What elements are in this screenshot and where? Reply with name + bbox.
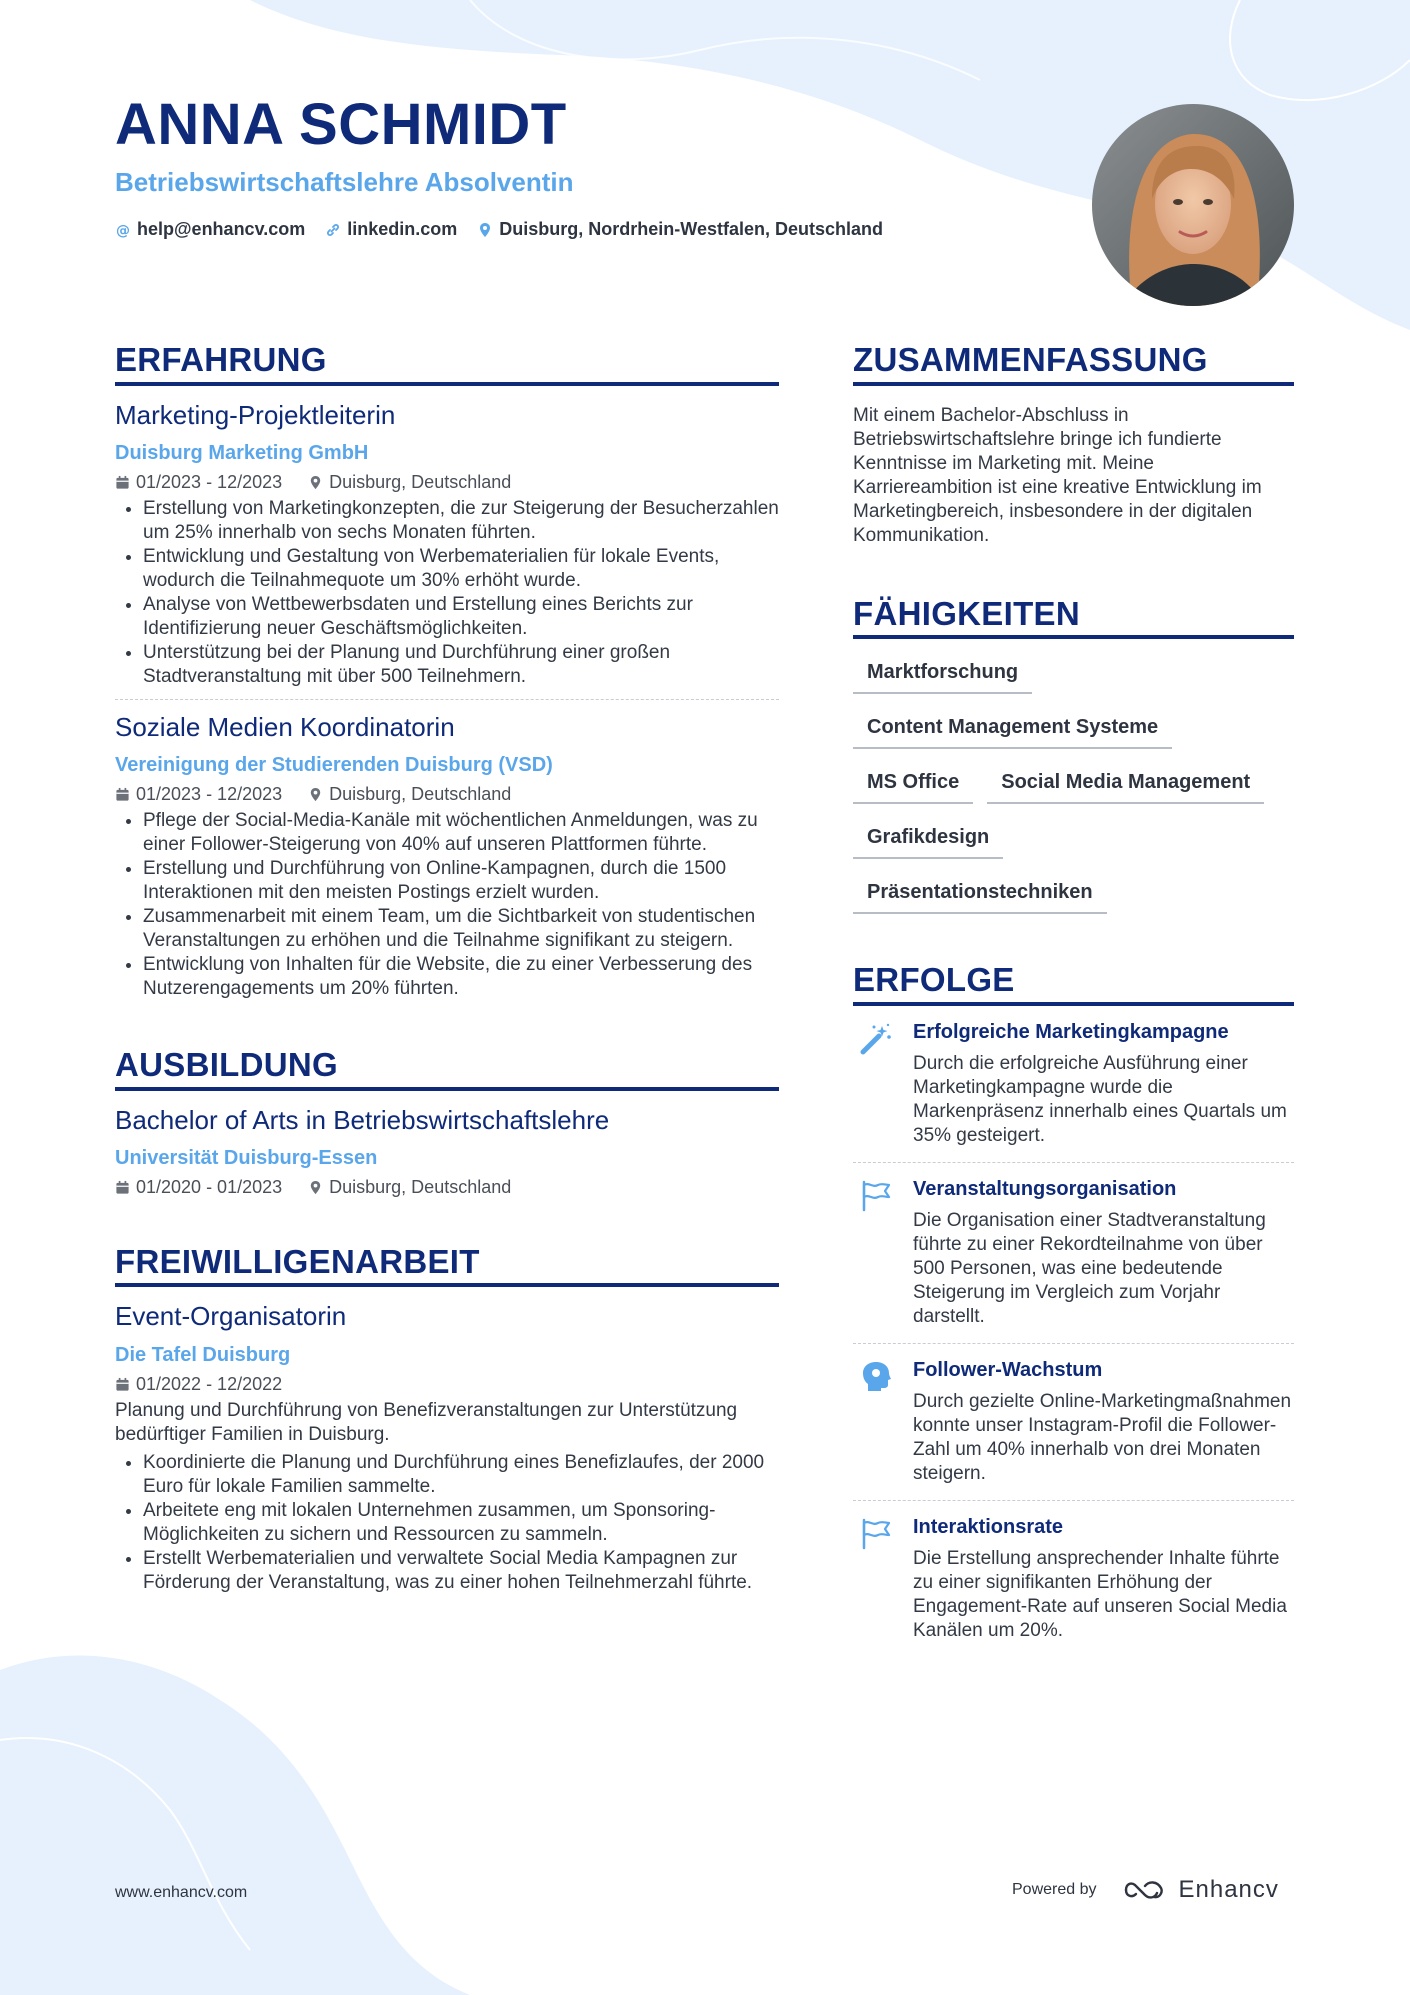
- job-title: Soziale Medien Koordinatorin: [115, 711, 455, 742]
- education-meta: [115, 1177, 779, 1198]
- bullet-item: • Entwicklung von Inhalten für die Website, die zu einer Verbesserung des Nutzerengagements um 20% führten.: [143, 953, 779, 1001]
- location-pin-icon: [308, 787, 323, 802]
- job-bullets: [115, 809, 779, 1001]
- contact-bar: [115, 219, 883, 240]
- contact-linkedin[interactable]: [325, 219, 457, 240]
- education-heading: AUSBILDUNG: [115, 1045, 779, 1091]
- brand-name: Enhancv: [1178, 1876, 1279, 1903]
- calendar-icon: [115, 1180, 130, 1195]
- svg-text:@: @: [116, 222, 130, 238]
- achievement-desc: Die Erstellung ansprechender Inhalte führte zu einer signifikanten Erhöhung der Engagement-Rate auf unseren Social Media Kanälen um 20%.: [913, 1547, 1287, 1641]
- job-location: Duisburg, Deutschland: [329, 783, 512, 804]
- experience-entry: [115, 386, 779, 700]
- at-icon: [115, 222, 131, 238]
- skill-tag: Content Management Systeme: [853, 712, 1172, 749]
- skill-tag: Marktforschung: [853, 657, 1032, 694]
- location-text: Duisburg, Nordrhein-Westfalen, Deutschland: [499, 219, 884, 239]
- profile-photo: [1092, 104, 1294, 306]
- education-dates: 01/2020 - 01/2023: [136, 1176, 283, 1197]
- calendar-icon: [115, 1377, 130, 1392]
- bullet-item: • Erstellung und Durchführung von Online-Kampagnen, durch die 1500 Interaktionen mit den meisten Postings erzielt wurden.: [143, 857, 779, 905]
- skill-tag: Grafikdesign: [853, 822, 1003, 859]
- powered-by-text: Powered by: [1012, 1881, 1097, 1898]
- location-pin-icon: [308, 1180, 323, 1195]
- skills-heading: FÄHIGKEITEN: [853, 594, 1294, 640]
- skills-list: [853, 657, 1294, 914]
- bullet-item: • Pflege der Social-Media-Kanäle mit wöchentlichen Anmeldungen, was zu einer Follower-Steigerung von 40% auf unseren Plattformen führte.: [143, 809, 779, 857]
- contact-email[interactable]: [115, 219, 305, 240]
- bullet-item: • Analyse von Wettbewerbsdaten und Erstellung eines Berichts zur Identifizierung neuer Geschäftsmöglichkeiten.: [143, 593, 779, 641]
- job-meta: [115, 472, 779, 493]
- flag-icon: [859, 1517, 893, 1551]
- achievement-title: Veranstaltungsorganisation: [913, 1177, 1177, 1200]
- volunteer-meta: [115, 1374, 779, 1395]
- left-column: [115, 340, 779, 1595]
- contact-location: [477, 219, 883, 240]
- bullet-item: • Unterstützung bei der Planung und Durchführung einer großen Stadtveranstaltung mit über 500 Teilnehmern.: [143, 641, 779, 689]
- job-dates: 01/2023 - 12/2023: [136, 783, 283, 804]
- volunteer-heading: FREIWILLIGENARBEIT: [115, 1242, 779, 1288]
- linkedin-text: linkedin.com: [347, 219, 458, 239]
- footer-website[interactable]: www.enhancv.com: [115, 1884, 248, 1901]
- job-location: Duisburg, Deutschland: [329, 471, 512, 492]
- job-title: Marketing-Projektleiterin: [115, 399, 396, 430]
- footer-branding: [1012, 1876, 1279, 1904]
- candidate-name: ANNA SCHMIDT: [115, 92, 567, 157]
- volunteer-bullets: [115, 1451, 779, 1595]
- calendar-icon: [115, 787, 130, 802]
- location-pin-icon: [308, 475, 323, 490]
- volunteer-entry: [115, 1287, 779, 1594]
- volunteer-role: Event-Organisatorin: [115, 1301, 347, 1332]
- achievement-item: [853, 1163, 1294, 1341]
- achievement-title: Erfolgreiche Marketingkampagne: [913, 1020, 1229, 1043]
- achievement-item: [853, 1006, 1294, 1160]
- job-meta: [115, 784, 779, 805]
- link-icon: [325, 222, 341, 238]
- skill-tag: Präsentationstechniken: [853, 877, 1107, 914]
- bullet-item: • Koordinierte die Planung und Durchführung eines Benefizlaufes, der 2000 Euro für lokale Familien sammelte.: [143, 1451, 779, 1499]
- company-name: Vereinigung der Studierenden Duisburg (VSD): [115, 753, 553, 776]
- achievement-desc: Durch die erfolgreiche Ausführung einer Marketingkampagne wurde die Markenpräsenz innerhalb eines Quartals um 35% gesteigert.: [913, 1052, 1287, 1146]
- achievement-item: [853, 1501, 1294, 1655]
- brand-logo[interactable]: [1123, 1876, 1279, 1904]
- candidate-title: Betriebswirtschaftslehre Absolventin: [115, 167, 574, 197]
- bullet-item: • Entwicklung und Gestaltung von Werbematerialien für lokale Events, wodurch die Teilnahmequote um 30% erhöht wurde.: [143, 545, 779, 593]
- achievement-title: Follower-Wachstum: [913, 1358, 1103, 1381]
- magic-wand-icon: [859, 1022, 893, 1056]
- summary-text: Mit einem Bachelor-Abschluss in Betriebswirtschaftslehre bringe ich fundierte Kenntnisse im Marketing mit. Meine Karriereambition ist eine kreative Entwicklung im Marketingbereich, insbesondere in der digitalen Kommunikation.: [853, 404, 1262, 546]
- bullet-item: • Arbeitete eng mit lokalen Unternehmen zusammen, um Sponsoring-Möglichkeiten zu sichern und Ressourcen zu sammeln.: [143, 1499, 779, 1547]
- calendar-icon: [115, 475, 130, 490]
- achievement-desc: Die Organisation einer Stadtveranstaltung führte zu einer Rekordteilnahme von über 500 Personen, was eine bedeutende Steigerung im Vergleich zum Vorjahr darstellt.: [913, 1209, 1266, 1327]
- achievement-desc: Durch gezielte Online-Marketingmaßnahmen konnte unser Instagram-Profil die Follower-Zahl um 40% innerhalb von drei Monaten steigern.: [913, 1390, 1292, 1484]
- company-name: Duisburg Marketing GmbH: [115, 441, 369, 464]
- email-text: help@enhancv.com: [137, 219, 306, 239]
- degree-title: Bachelor of Arts in Betriebswirtschaftslehre: [115, 1104, 610, 1135]
- summary-heading: ZUSAMMENFASSUNG: [853, 340, 1294, 386]
- education-location: Duisburg, Deutschland: [329, 1176, 512, 1197]
- achievements-heading: ERFOLGE: [853, 960, 1294, 1006]
- right-column: [853, 340, 1294, 1655]
- location-pin-icon: [477, 222, 493, 238]
- job-bullets: [115, 497, 779, 689]
- volunteer-org: Die Tafel Duisburg: [115, 1343, 291, 1366]
- head-icon: [859, 1360, 893, 1394]
- bullet-item: • Zusammenarbeit mit einem Team, um die Sichtbarkeit von studentischen Veranstaltungen zu erhöhen und die Teilnahme signifikant zu steigern.: [143, 905, 779, 953]
- school-name: Universität Duisburg-Essen: [115, 1146, 378, 1169]
- flag-icon: [859, 1179, 893, 1213]
- skill-tag: Social Media Management: [987, 767, 1264, 804]
- experience-entry: [115, 700, 779, 1001]
- volunteer-dates: 01/2022 - 12/2022: [136, 1373, 283, 1394]
- bullet-item: • Erstellt Werbematerialien und verwaltete Social Media Kampagnen zur Förderung der Veranstaltung, was zu einer hohen Teilnehmerzahl führte.: [143, 1547, 779, 1595]
- achievement-item: [853, 1344, 1294, 1498]
- skill-tag: MS Office: [853, 767, 973, 804]
- bullet-item: • Erstellung von Marketingkonzepten, die zur Steigerung der Besucherzahlen um 25% innerhalb von sechs Monaten führten.: [143, 497, 779, 545]
- volunteer-description: Planung und Durchführung von Benefizveranstaltungen zur Unterstützung bedürftiger Familien in Duisburg.: [115, 1399, 738, 1445]
- enhancv-logo-icon: [1123, 1878, 1169, 1902]
- experience-heading: ERFAHRUNG: [115, 340, 779, 386]
- job-dates: 01/2023 - 12/2023: [136, 471, 283, 492]
- education-entry: [115, 1091, 779, 1198]
- achievement-title: Interaktionsrate: [913, 1515, 1064, 1538]
